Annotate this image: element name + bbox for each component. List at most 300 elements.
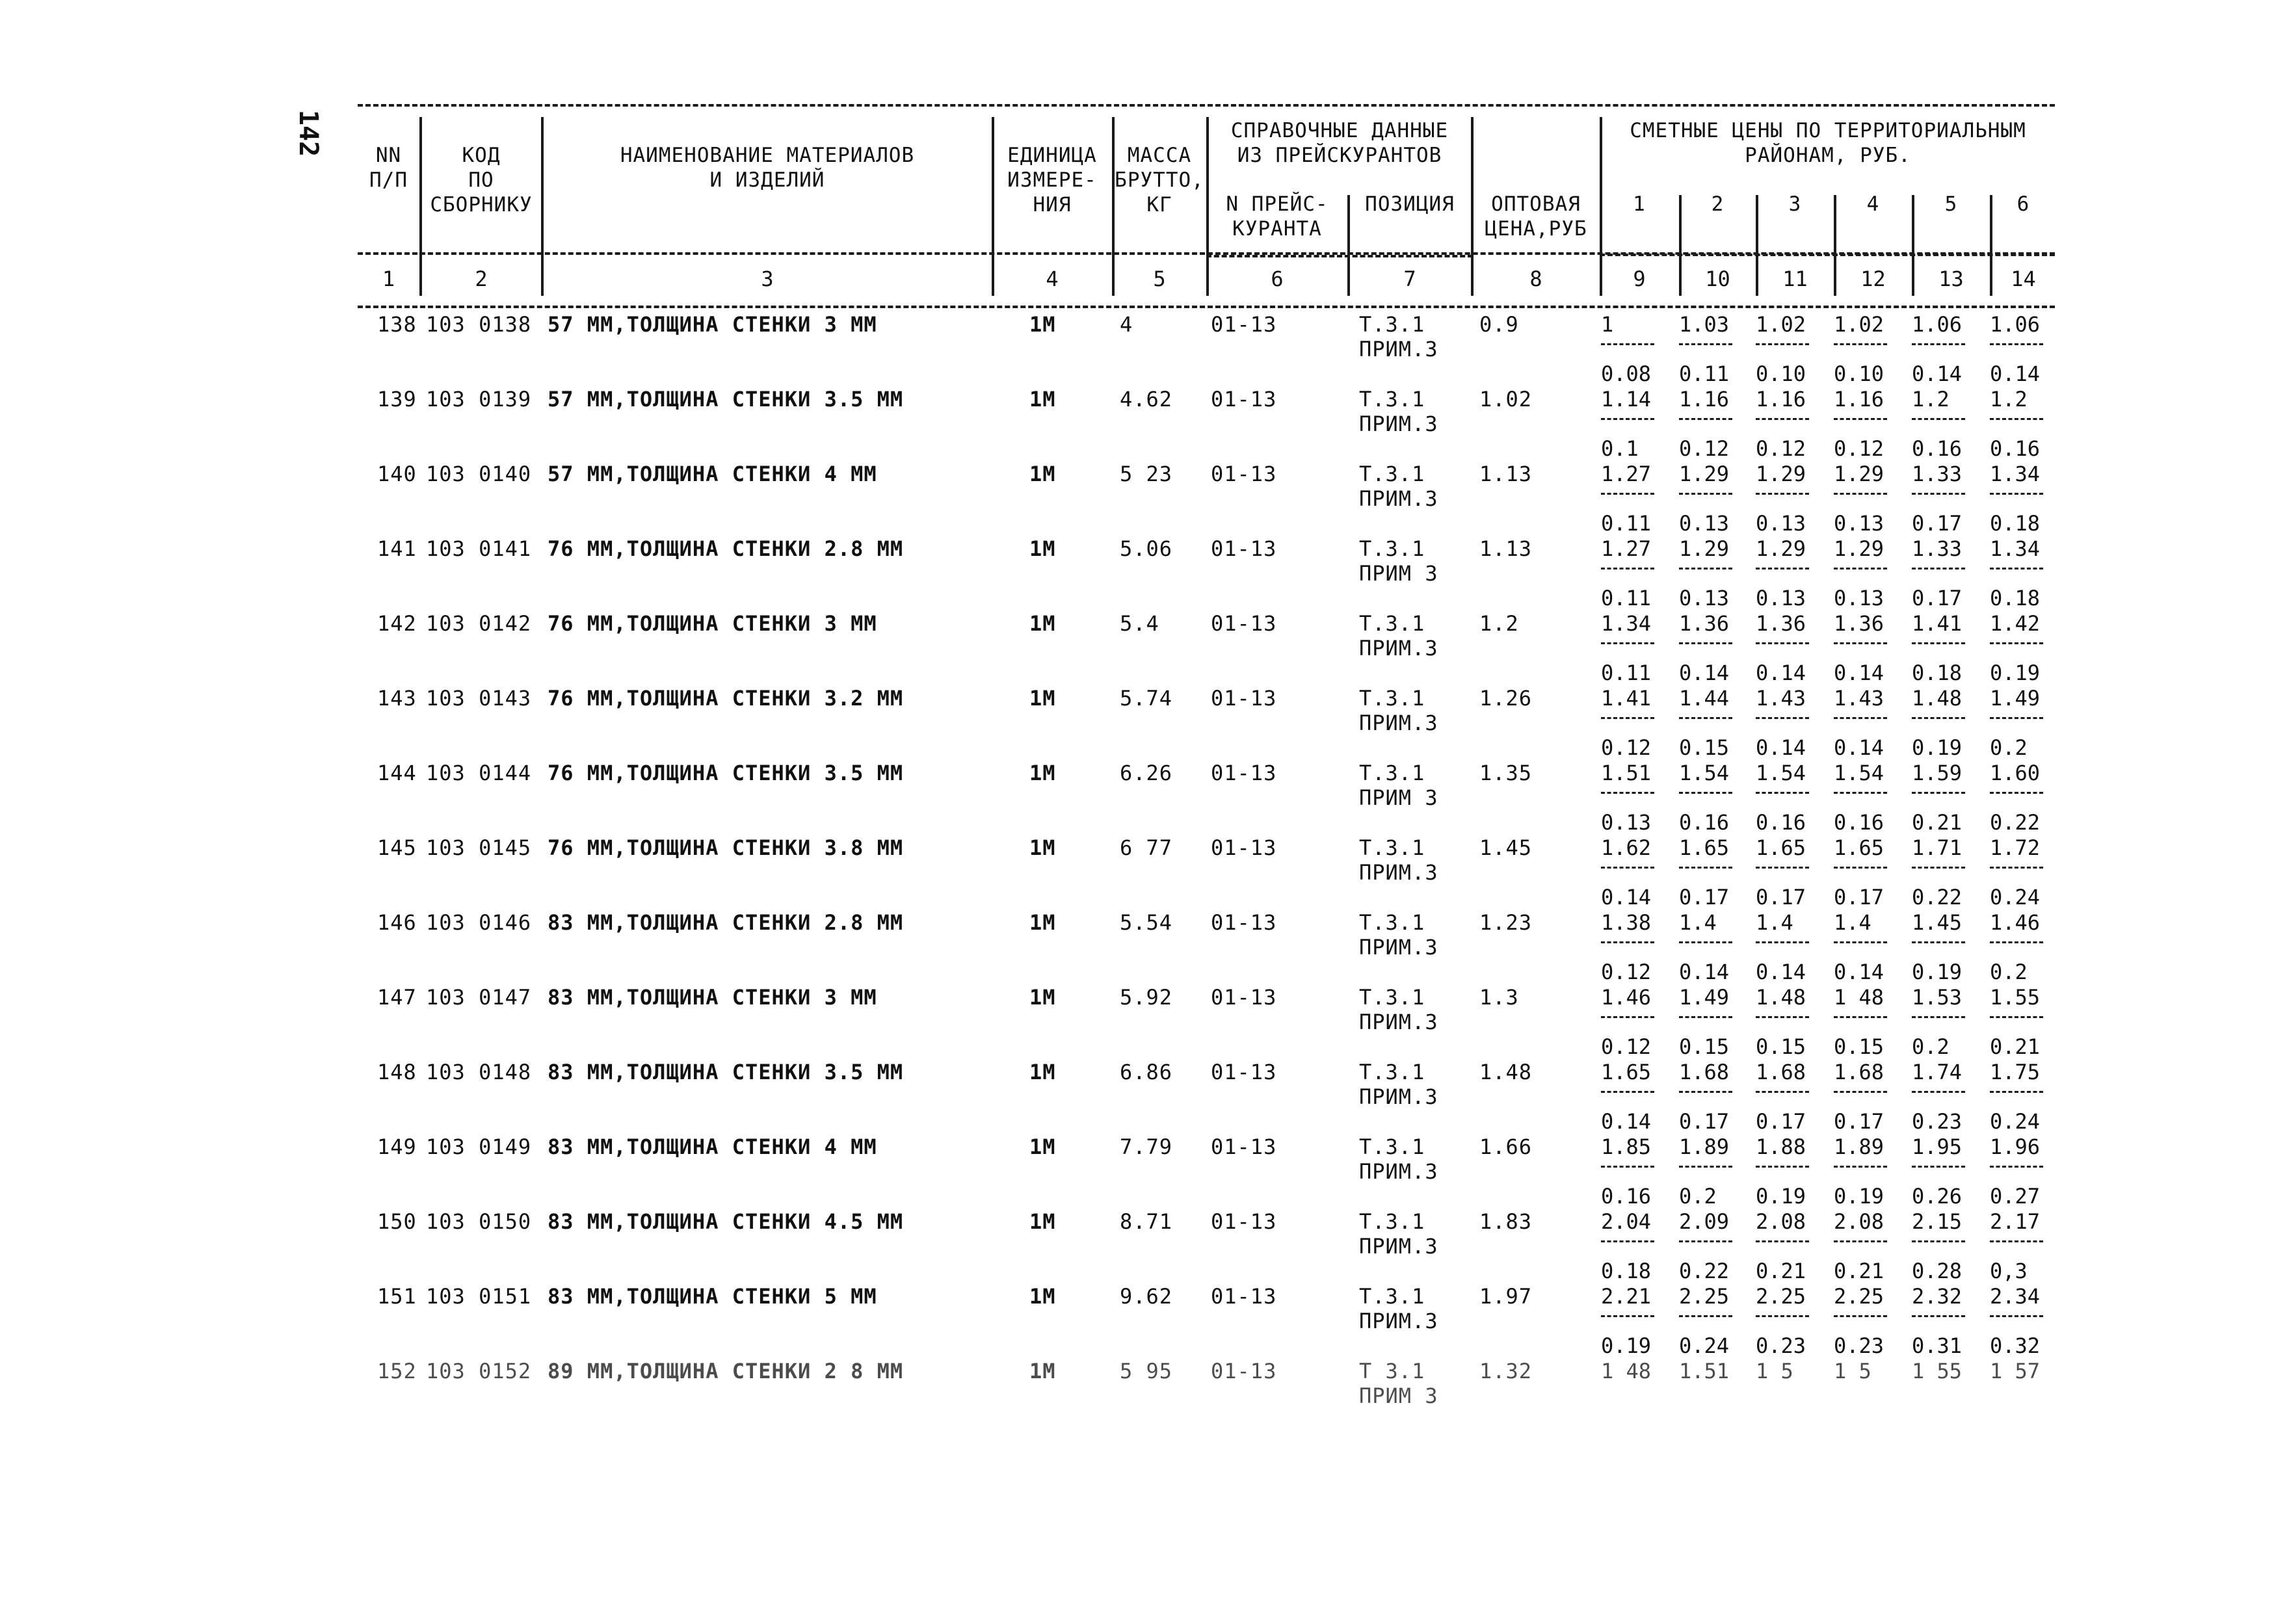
header-position-line: ПОЗИЦИЯ [1365,192,1455,216]
cell-wholesale: 1.48 [1479,1060,1533,1084]
cell-estimate-sub-price: 0.14 [1834,735,1884,760]
cell-code: 103 0149 [426,1134,532,1159]
fraction-divider [1601,1240,1654,1242]
fraction-divider [1912,343,1965,345]
header-region-3: 3 [1788,192,1802,216]
cell-mass: 7.79 [1120,1134,1173,1159]
cell-estimate-sub-price: 0.14 [1756,661,1806,685]
cell-estimate-sub-price: 0.16 [1601,1184,1652,1209]
cell-estimate-price: 2.09 [1679,1209,1730,1234]
header-separator [419,117,422,296]
fraction-divider [1756,493,1809,495]
cell-estimate-price: 1 48 [1601,1359,1652,1383]
cell-wholesale: 1.35 [1479,761,1533,785]
cell-name: 57 ММ,ТОЛЩИНА СТЕНКИ 3.5 ММ [548,387,904,412]
cell-mass: 9.62 [1120,1284,1173,1309]
cell-estimate-sub-price: 0.23 [1912,1109,1963,1134]
cell-code: 103 0140 [426,462,532,486]
cell-position: Т.3.1 [1359,761,1425,785]
table-row [358,1209,2055,1284]
cell-price-list: 01-13 [1211,1359,1277,1383]
table-row [358,1284,2055,1359]
column-number: 12 [1860,267,1886,291]
cell-estimate-price: 1.53 [1912,985,1963,1010]
cell-position: Т.3.1 [1359,387,1425,412]
cell-mass: 4 [1120,312,1133,337]
cell-wholesale: 1.83 [1479,1209,1533,1234]
cell-estimate-sub-price: 0,3 [1990,1259,2028,1283]
fraction-divider [1601,867,1654,869]
fraction-divider [1990,867,2043,869]
cell-wholesale: 0.9 [1479,312,1519,337]
cell-estimate-price: 1.42 [1990,611,2041,636]
cell-position: Т.3.1 [1359,985,1425,1010]
cell-estimate-price: 1.65 [1679,835,1730,860]
cell-estimate-price: 2.34 [1990,1284,2041,1309]
cell-wholesale: 1.2 [1479,611,1519,636]
cell-wholesale: 1.3 [1479,985,1519,1010]
cell-mass: 8.71 [1120,1209,1173,1234]
cell-estimate-price: 2.25 [1834,1284,1884,1309]
header-unit-line: ИЗМЕРЕ- [1007,168,1097,192]
cell-estimate-sub-price: 0.23 [1834,1333,1884,1358]
fraction-divider [1834,867,1887,869]
cell-estimate-sub-price: 0.22 [1679,1259,1730,1283]
cell-name: 76 ММ,ТОЛЩИНА СТЕНКИ 3 ММ [548,611,877,636]
cell-estimate-price: 1.72 [1990,835,2041,860]
cell-position: Т.3.1 [1359,611,1425,636]
cell-estimate-price: 1.27 [1601,462,1652,486]
cell-estimate-price: 1.43 [1834,686,1884,711]
cell-position: Т.3.1 [1359,686,1425,711]
cell-estimate-sub-price: 0.22 [1990,810,2041,835]
cell-estimate-price: 1.4 [1834,910,1871,935]
header-ref-group-line: СПРАВОЧНЫЕ ДАННЫЕ [1230,119,1449,142]
cell-mass: 6.86 [1120,1060,1173,1084]
cell-estimate-sub-price: 0.13 [1601,810,1652,835]
cell-name: 83 ММ,ТОЛЩИНА СТЕНКИ 3 ММ [548,985,877,1010]
cell-estimate-sub-price: 0.12 [1756,436,1806,461]
cell-estimate-price: 1.14 [1601,387,1652,412]
header-mass-line: БРУТТО, [1115,168,1204,192]
cell-mass: 5.06 [1120,536,1173,561]
header-ref-group [1208,118,1471,168]
fraction-divider [1756,717,1809,719]
header-nn [358,143,419,192]
cell-position-note: ПРИМ.3 [1359,337,1438,361]
header-region-5: 5 [1944,192,1958,216]
cell-estimate-price: 1.38 [1601,910,1652,935]
cell-estimate-price: 1 5 [1756,1359,1793,1383]
cell-price-list: 01-13 [1211,387,1277,412]
fraction-divider [1834,493,1887,495]
fraction-divider [1756,1240,1809,1242]
cell-price-list: 01-13 [1211,1284,1277,1309]
fraction-divider [1990,418,2043,420]
cell-estimate-sub-price: 0.24 [1990,1109,2041,1134]
cell-code: 103 0150 [426,1209,532,1234]
cell-estimate-sub-price: 0.15 [1679,1034,1730,1059]
cell-unit: 1М [1029,462,1056,486]
cell-position: Т 3.1 [1359,1359,1425,1383]
cell-nn: 149 [377,1134,417,1159]
cell-estimate-price: 2.21 [1601,1284,1652,1309]
table-top-rule [358,104,2055,107]
cell-position-note: ПРИМ.3 [1359,1010,1438,1034]
cell-nn: 140 [377,462,417,486]
cell-position-note: ПРИМ.3 [1359,1084,1438,1109]
header-region-4: 4 [1866,192,1880,216]
header-price-list-line: КУРАНТА [1232,217,1322,241]
cell-position-note: ПРИМ.3 [1359,935,1438,960]
table-row [358,835,2055,910]
cell-estimate-sub-price: 0.14 [1601,1109,1652,1134]
cell-nn: 151 [377,1284,417,1309]
cell-estimate-price: 1.36 [1679,611,1730,636]
cell-estimate-price: 1.4 [1679,910,1717,935]
cell-position-note: ПРИМ 3 [1359,1383,1438,1408]
fraction-divider [1912,493,1965,495]
table-row [358,985,2055,1060]
cell-mass: 5.4 [1120,611,1159,636]
cell-position-note: ПРИМ 3 [1359,561,1438,586]
cell-estimate-price: 1.41 [1601,686,1652,711]
header-mass [1114,143,1205,217]
cell-estimate-price: 1.33 [1912,536,1963,561]
cell-estimate-sub-price: 0.18 [1601,1259,1652,1283]
cell-estimate-price: 1.34 [1990,536,2041,561]
cell-estimate-price: 1.41 [1912,611,1963,636]
fraction-divider [1912,1166,1965,1168]
cell-estimate-price: 1.51 [1601,761,1652,785]
cell-estimate-price: 1.55 [1990,985,2041,1010]
fraction-divider [1990,1016,2043,1018]
fraction-divider [1679,568,1732,570]
cell-estimate-sub-price: 0.19 [1834,1184,1884,1209]
cell-estimate-price: 1.48 [1912,686,1963,711]
cell-estimate-price: 1.06 [1990,312,2041,337]
cell-price-list: 01-13 [1211,462,1277,486]
header-bottom-rule [358,306,2055,308]
cell-estimate-sub-price: 0.21 [1912,810,1963,835]
cell-nn: 148 [377,1060,417,1084]
cell-position-note: ПРИМ 3 [1359,785,1438,810]
fraction-divider [1912,1091,1965,1093]
cell-unit: 1М [1029,387,1056,412]
cell-estimate-price: 1.74 [1912,1060,1963,1084]
header-code-line: КОД [462,144,501,167]
cell-nn: 150 [377,1209,417,1234]
cell-estimate-sub-price: 0.18 [1912,661,1963,685]
cell-mass: 4.62 [1120,387,1173,412]
cell-wholesale: 1.23 [1479,910,1533,935]
cell-nn: 152 [377,1359,417,1383]
cell-position-note: ПРИМ.3 [1359,1234,1438,1259]
cell-estimate-price: 1.85 [1601,1134,1652,1159]
header-price-list [1208,192,1346,241]
cell-estimate-sub-price: 0.14 [1834,661,1884,685]
fraction-divider [1990,343,2043,345]
cell-wholesale: 1.97 [1479,1284,1533,1309]
cell-code: 103 0141 [426,536,532,561]
fraction-divider [1756,642,1809,644]
cell-estimate-sub-price: 0.17 [1679,885,1730,910]
cell-estimate-price: 1 5 [1834,1359,1871,1383]
header-name [543,143,992,192]
cell-estimate-sub-price: 0.17 [1834,885,1884,910]
fraction-divider [1756,568,1809,570]
cell-code: 103 0144 [426,761,532,785]
cell-nn: 145 [377,835,417,860]
cell-price-list: 01-13 [1211,835,1277,860]
cell-estimate-price: 1.88 [1756,1134,1806,1159]
column-number: 11 [1782,267,1808,291]
cell-unit: 1М [1029,985,1056,1010]
fraction-divider [1679,1091,1732,1093]
cell-estimate-price: 1 55 [1912,1359,1963,1383]
header-unit-line: ЕДИНИЦА [1007,144,1097,167]
cell-estimate-sub-price: 0.12 [1834,436,1884,461]
fraction-divider [1912,792,1965,794]
fraction-divider [1679,1315,1732,1317]
fraction-divider [1756,343,1809,345]
cell-price-list: 01-13 [1211,1060,1277,1084]
cell-estimate-sub-price: 0.23 [1756,1333,1806,1358]
cell-unit: 1М [1029,1134,1056,1159]
cell-estimate-price: 1.03 [1679,312,1730,337]
cell-price-list: 01-13 [1211,761,1277,785]
cell-wholesale: 1.26 [1479,686,1533,711]
table-row [358,387,2055,462]
cell-estimate-sub-price: 0.18 [1990,586,2041,610]
fraction-divider [1756,1166,1809,1168]
cell-estimate-price: 1.29 [1756,462,1806,486]
cell-estimate-sub-price: 0.14 [1990,361,2041,386]
fraction-divider [1679,792,1732,794]
cell-estimate-price: 2.17 [1990,1209,2041,1234]
cell-estimate-sub-price: 0.13 [1756,586,1806,610]
cell-estimate-sub-price: 0.24 [1990,885,2041,910]
cell-estimate-price: 1.54 [1834,761,1884,785]
cell-mass: 5.54 [1120,910,1173,935]
fraction-divider [1834,1315,1887,1317]
cell-estimate-sub-price: 0.11 [1601,511,1652,536]
cell-estimate-price: 1.95 [1912,1134,1963,1159]
cell-price-list: 01-13 [1211,611,1277,636]
cell-price-list: 01-13 [1211,1134,1277,1159]
cell-mass: 5.92 [1120,985,1173,1010]
cell-code: 103 0148 [426,1060,532,1084]
cell-estimate-sub-price: 0.10 [1756,361,1806,386]
cell-estimate-sub-price: 0.19 [1990,661,2041,685]
fraction-divider [1990,792,2043,794]
cell-estimate-price: 1.34 [1601,611,1652,636]
cell-nn: 143 [377,686,417,711]
cell-estimate-sub-price: 0.13 [1756,511,1806,536]
cell-estimate-sub-price: 0.14 [1834,960,1884,984]
cell-estimate-price: 1.02 [1834,312,1884,337]
header-region-2: 2 [1711,192,1725,216]
fraction-divider [1601,1091,1654,1093]
cell-estimate-sub-price: 0.15 [1679,735,1730,760]
cell-name: 89 ММ,ТОЛЩИНА СТЕНКИ 2 8 ММ [548,1359,904,1383]
cell-mass: 5 23 [1120,462,1173,486]
cell-estimate-sub-price: 0.11 [1679,361,1730,386]
cell-estimate-price: 2.15 [1912,1209,1963,1234]
cell-estimate-sub-price: 0.17 [1679,1109,1730,1134]
cell-position-note: ПРИМ.3 [1359,412,1438,436]
cell-estimate-sub-price: 0.11 [1601,661,1652,685]
cell-estimate-sub-price: 0.32 [1990,1333,2041,1358]
cell-estimate-sub-price: 0.27 [1990,1184,2041,1209]
cell-estimate-price: 1.65 [1601,1060,1652,1084]
cell-estimate-sub-price: 0.21 [1756,1259,1806,1283]
cell-name: 83 ММ,ТОЛЩИНА СТЕНКИ 2.8 ММ [548,910,904,935]
cell-nn: 138 [377,312,417,337]
column-number: 14 [2011,267,2036,291]
cell-wholesale: 1.13 [1479,536,1533,561]
fraction-divider [1756,1091,1809,1093]
fraction-divider [1990,642,2043,644]
header-region-1: 1 [1633,192,1646,216]
table-row [358,312,2055,387]
cell-mass: 6.26 [1120,761,1173,785]
cell-position: Т.3.1 [1359,1284,1425,1309]
cell-estimate-price: 1.2 [1990,387,2028,412]
cell-position: Т.3.1 [1359,1134,1425,1159]
cell-estimate-sub-price: 0.15 [1756,1034,1806,1059]
cell-unit: 1М [1029,910,1056,935]
cell-estimate-price: 1.02 [1756,312,1806,337]
header-code [423,143,540,217]
cell-estimate-sub-price: 0.1 [1601,436,1639,461]
header-estimate-group-line: СМЕТНЫЕ ЦЕНЫ ПО ТЕРРИТОРИАЛЬНЫМ [1630,119,2026,142]
header-position [1349,192,1470,216]
cell-position: Т.3.1 [1359,835,1425,860]
fraction-divider [1990,1315,2043,1317]
fraction-divider [1679,717,1732,719]
fraction-divider [1990,717,2043,719]
table-row [358,1134,2055,1209]
cell-position-note: ПРИМ.3 [1359,1159,1438,1184]
cell-estimate-price: 1.16 [1756,387,1806,412]
fraction-divider [1834,1240,1887,1242]
cell-estimate-price: 1.68 [1679,1060,1730,1084]
column-number: 3 [761,267,774,291]
cell-estimate-price: 1.68 [1756,1060,1806,1084]
cell-unit: 1М [1029,312,1056,337]
cell-estimate-price: 1.27 [1601,536,1652,561]
cell-estimate-price: 1 48 [1834,985,1884,1010]
cell-estimate-sub-price: 0.19 [1912,960,1963,984]
cell-estimate-price: 1.46 [1990,910,2041,935]
cell-estimate-sub-price: 0.13 [1679,586,1730,610]
cell-estimate-sub-price: 0.22 [1912,885,1963,910]
cell-estimate-sub-price: 0.14 [1756,960,1806,984]
cell-estimate-sub-price: 0.14 [1756,735,1806,760]
cell-estimate-sub-price: 0.17 [1834,1109,1884,1134]
cell-mass: 6 77 [1120,835,1173,860]
cell-estimate-sub-price: 0.16 [1912,436,1963,461]
cell-mass: 5.74 [1120,686,1173,711]
fraction-divider [1990,1166,2043,1168]
cell-mass: 5 95 [1120,1359,1173,1383]
cell-code: 103 0145 [426,835,532,860]
cell-code: 103 0142 [426,611,532,636]
cell-estimate-price: 1.36 [1834,611,1884,636]
fraction-divider [1601,642,1654,644]
cell-estimate-sub-price: 0.15 [1834,1034,1884,1059]
header-estimate-group-line: РАЙОНАМ, РУБ. [1745,144,1911,167]
header-wholesale-line: ОПТОВАЯ [1491,192,1581,216]
cell-estimate-price: 1.54 [1756,761,1806,785]
cell-code: 103 0138 [426,312,532,337]
cell-position: Т.3.1 [1359,1209,1425,1234]
fraction-divider [1834,792,1887,794]
cell-estimate-sub-price: 0.19 [1756,1184,1806,1209]
cell-estimate-price: 1.44 [1679,686,1730,711]
fraction-divider [1756,418,1809,420]
cell-nn: 147 [377,985,417,1010]
cell-estimate-price: 1.62 [1601,835,1652,860]
cell-estimate-price: 1.65 [1756,835,1806,860]
cell-estimate-price: 1.89 [1834,1134,1884,1159]
cell-estimate-sub-price: 0.24 [1679,1333,1730,1358]
table-row [358,761,2055,835]
table-row [358,611,2055,686]
cell-estimate-sub-price: 0.11 [1601,586,1652,610]
cell-estimate-price: 1.59 [1912,761,1963,785]
cell-estimate-price: 1.16 [1679,387,1730,412]
fraction-divider [1990,1240,2043,1242]
fraction-divider [1756,941,1809,943]
cell-estimate-sub-price: 0.18 [1990,511,2041,536]
cell-nn: 146 [377,910,417,935]
cell-unit: 1М [1029,1284,1056,1309]
cell-unit: 1М [1029,761,1056,785]
cell-estimate-price: 1.06 [1912,312,1963,337]
cell-estimate-sub-price: 0.12 [1601,735,1652,760]
header-price-list-line: N ПРЕЙС- [1226,192,1329,216]
cell-nn: 139 [377,387,417,412]
cell-estimate-price: 1.34 [1990,462,2041,486]
cell-estimate-price: 2.04 [1601,1209,1652,1234]
header-mass-line: МАССА [1127,144,1192,167]
table-row [358,536,2055,611]
cell-estimate-sub-price: 0.13 [1679,511,1730,536]
cell-nn: 141 [377,536,417,561]
fraction-divider [1990,568,2043,570]
header-region-6: 6 [2016,192,2030,216]
table-row [358,910,2055,985]
fraction-divider [1990,493,2043,495]
fraction-divider [1601,418,1654,420]
ref-group-rule [1206,255,1473,257]
fraction-divider [1679,343,1732,345]
fraction-divider [1679,642,1732,644]
cell-name: 76 ММ,ТОЛЩИНА СТЕНКИ 3.2 ММ [548,686,904,711]
cell-code: 103 0151 [426,1284,532,1309]
fraction-divider [1756,1016,1809,1018]
fraction-divider [1601,568,1654,570]
column-number: 2 [475,267,488,291]
fraction-divider [1834,1016,1887,1018]
cell-estimate-sub-price: 0.13 [1834,511,1884,536]
cell-price-list: 01-13 [1211,536,1277,561]
cell-name: 76 ММ,ТОЛЩИНА СТЕНКИ 3.8 ММ [548,835,904,860]
fraction-divider [1679,1166,1732,1168]
header-name-line: НАИМЕНОВАНИЕ МАТЕРИАЛОВ [620,144,915,167]
